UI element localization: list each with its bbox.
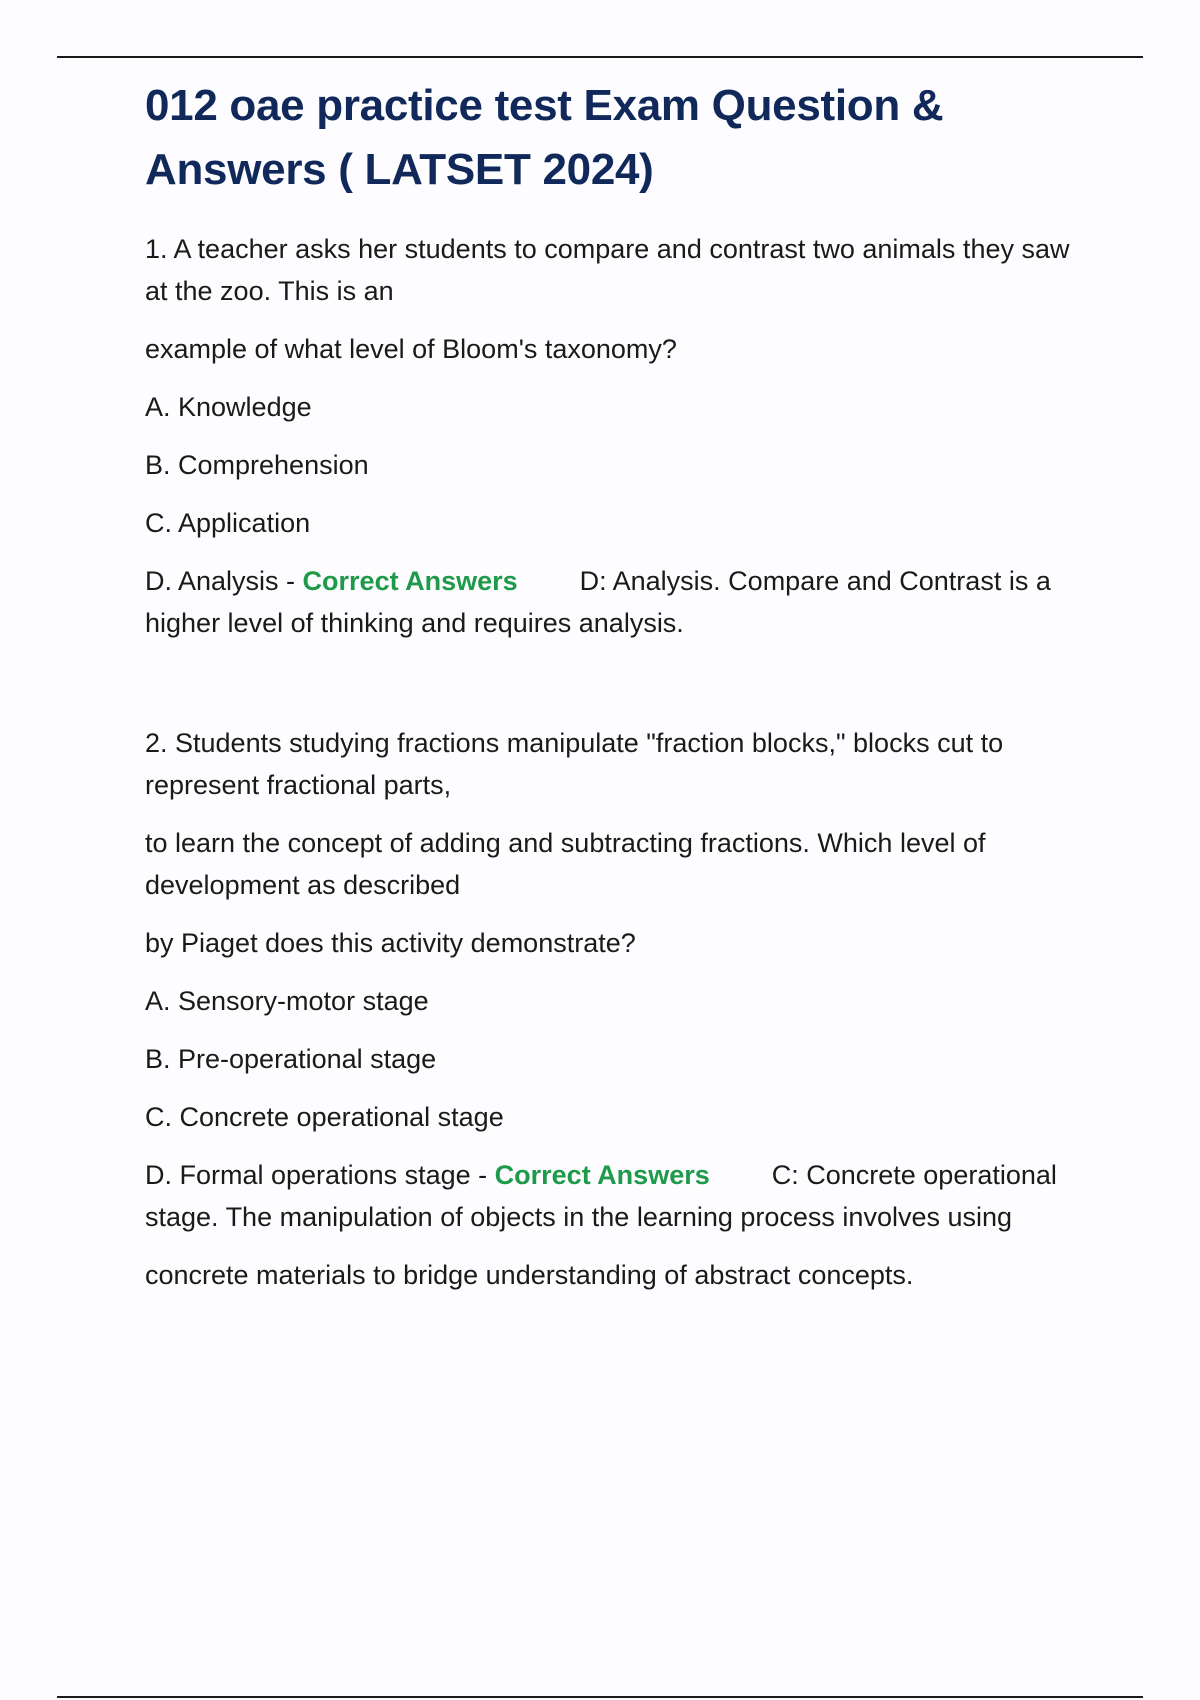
question-1-stem-line-1: 1. A teacher asks her students to compare and contrast two animals they saw at the zoo. This is an xyxy=(145,234,1070,306)
question-1-option-a: A. Knowledge xyxy=(145,392,312,422)
question-2-option-a: A. Sensory-motor stage xyxy=(145,986,429,1016)
question-2-correct-label: Correct Answers xyxy=(494,1160,710,1190)
header-rule xyxy=(57,56,1143,58)
document-content xyxy=(145,74,1090,1312)
question-1-correct-label: Correct Answers xyxy=(302,566,518,596)
footer-rule xyxy=(57,1696,1143,1698)
question-2-option-b: B. Pre-operational stage xyxy=(145,1044,437,1074)
question-2-option-d: D. Formal operations stage - xyxy=(145,1160,495,1190)
question-1-option-c: C. Application xyxy=(145,508,311,538)
question-1-stem-line-2: example of what level of Bloom's taxonomy? xyxy=(145,334,677,364)
question-2-stem-line-1: 2. Students studying fractions manipulate "fraction blocks," blocks cut to represent fractional parts, xyxy=(145,728,1004,800)
question-2-stem-line-2: to learn the concept of adding and subtracting fractions. Which level of development as described xyxy=(145,828,986,900)
question-1-option-d: D. Analysis - xyxy=(145,566,303,596)
question-1-answer xyxy=(145,560,1090,644)
question-2-stem-line-3: by Piaget does this activity demonstrate? xyxy=(145,928,636,958)
document-title: 012 oae practice test Exam Question & Answers ( LATSET 2024) xyxy=(145,81,944,194)
question-1-option-b: B. Comprehension xyxy=(145,450,369,480)
question-1 xyxy=(145,228,1090,644)
question-2-option-c: C. Concrete operational stage xyxy=(145,1102,504,1132)
question-2-explanation-continued: concrete materials to bridge understanding of abstract concepts. xyxy=(145,1260,914,1290)
question-2-explanation: C: Concrete operational stage. The manipulation of objects in the learning process involves using xyxy=(145,1160,1057,1232)
question-1-explanation: D: Analysis. Compare and Contrast is a higher level of thinking and requires analysis. xyxy=(145,566,1051,638)
question-2 xyxy=(145,722,1090,1296)
question-2-answer xyxy=(145,1154,1090,1238)
